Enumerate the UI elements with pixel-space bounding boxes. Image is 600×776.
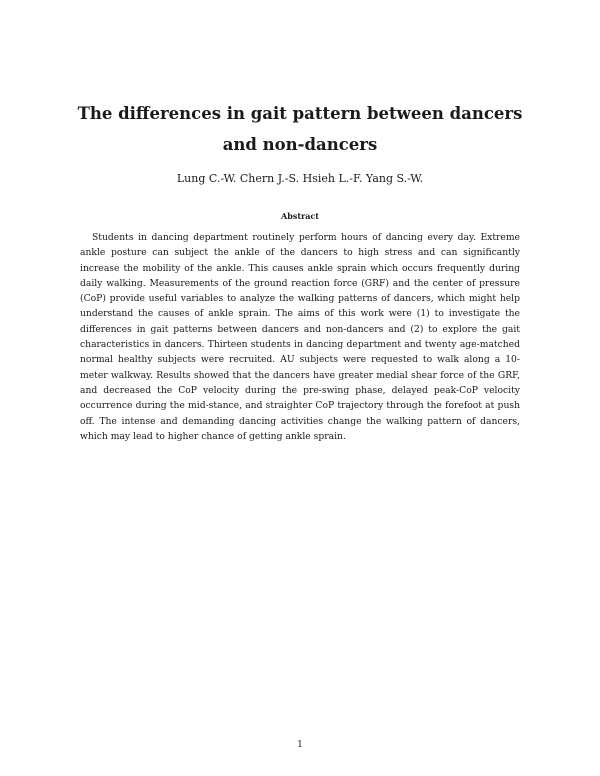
abstract-text: Students in dancing department routinely perform hours of dancing every day. Extreme ankle posture can subject the ankle of the dancers to high stress and can significantly increase the mobility of the ankle. This causes ankle sprain which occurs frequently during daily walking. Measurements of the ground reaction force (GRF) and the center of pressure (CoP) provide useful variables to analyze the walking patterns of dancers, which might help understand the causes of ankle sprain. The aims of this work were (1) to investigate the differences in gait patterns between dancers and non-dancers and (2) to explore the gait characteristics in dancers. Thirteen students in dancing department and twenty age-matched normal healthy subjects were recruited. AU subjects were requested to walk along a 10-meter walkway. Results showed that the dancers have greater medial shear force of the GRF, and decreased the CoP velocity during the pre-swing phase, delayed peak-CoP velocity occurrence during the mid-stance, and straighter CoP trajectory through the forefoot at push off. The intense and demanding dancing activities change the walking pattern of dancers, which may lead to higher chance of getting ankle sprain. [80, 232, 520, 442]
abstract-heading: Abstract [281, 211, 319, 221]
author-list: Lung C.-W. Chern J.-S. Hsieh L.-F. Yang S.-W. [176, 172, 424, 185]
page-number: 1 [297, 740, 303, 750]
paper-title: The differences in gait pattern between dancers and non-dancers [77, 104, 523, 154]
